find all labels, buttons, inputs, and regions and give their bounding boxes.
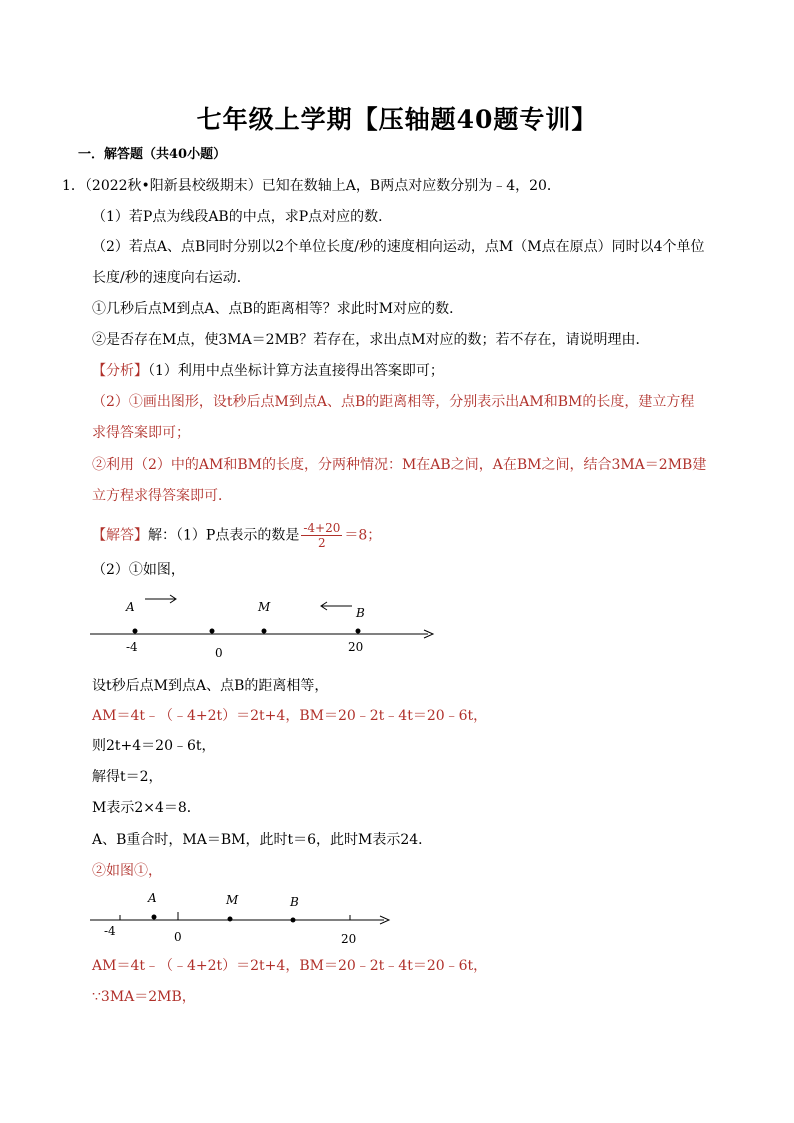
number-line-figure-1 [0, 590, 794, 670]
tick-label-0: 0 [174, 930, 182, 944]
fraction-result: ＝8； [344, 527, 382, 544]
point-origin [210, 629, 215, 634]
analysis-line-2b: 求得答案即可； [92, 425, 190, 441]
question-part-2-line-1: （2）若点A、点B同时分别以2个单位长度/秒的速度相向运动，点M（M点在原点）同时以4个单位 [92, 239, 705, 255]
point-B [356, 629, 361, 634]
tick-label-20: 20 [341, 932, 357, 946]
analysis-text-1: （1）利用中点坐标计算方法直接得出答案即可； [148, 363, 444, 379]
tick-label-0: 0 [215, 646, 223, 660]
tick-label-neg4: -4 [126, 640, 138, 654]
analysis-label: 【分析】 [92, 363, 148, 379]
figure-1-intro: （2）①如图， [92, 562, 185, 578]
analysis-line-2a: （2）①画出图形，设t秒后点M到点A、点B的距离相等，分别表示出AM和BM的长度，建立方程 [92, 394, 695, 410]
solution-text-1: 解：（1）P点表示的数是 [148, 527, 300, 544]
question-part-1: （1）若P点为线段AB的中点，求P点对应的数． [92, 209, 393, 225]
section-heading: 一．解答题（共40小题） [78, 147, 227, 162]
fraction-numerator: -4+20 [303, 521, 341, 535]
question-sub-2: ②是否存在M点，使3MA＝2MB？若存在，求出点M对应的数；若不存在，请说明理由． [92, 332, 650, 348]
point-M [228, 917, 233, 922]
number-line-figure-2 [0, 888, 794, 948]
analysis-line-3a: ②利用（2）中的AM和BM的长度，分两种情况：M在AB之间，A在BM之间，结合3MA＝2MB建 [92, 457, 707, 473]
solution-label: 【解答】 [92, 527, 148, 544]
question-sub-1: ①几秒后点M到点A、点B的距离相等？求此时M对应的数． [92, 301, 464, 317]
solution-step-2: AM＝4t﹣（﹣4+2t）＝2t+4，BM＝20﹣2t﹣4t＝20﹣6t， [92, 708, 488, 724]
fraction-denominator: 2 [318, 536, 326, 550]
document-title: 七年级上学期【压轴题40题专训】 [196, 105, 598, 134]
label-M: M [226, 893, 239, 907]
question-stem: 1．（2022秋•阳新县校级期末）已知在数轴上A，B两点对应数分别为﹣4，20． [62, 178, 561, 194]
label-B: B [356, 606, 365, 620]
analysis-line-1 [92, 362, 444, 380]
point-A [133, 629, 138, 634]
point-A [152, 915, 157, 920]
solution-step-7: AM＝4t﹣（﹣4+2t）＝2t+4，BM＝20﹣2t﹣4t＝20﹣6t， [92, 958, 488, 974]
fraction [301, 521, 342, 550]
tick-label-20: 20 [348, 640, 364, 654]
solution-step-4: 解得t＝2， [92, 769, 163, 785]
solution-step-8: ∵3MA＝2MB， [92, 989, 196, 1005]
label-B: B [290, 895, 299, 909]
solution-line-1 [92, 521, 381, 550]
label-A: A [126, 600, 135, 614]
analysis-line-3b: 立方程求得答案即可． [92, 488, 232, 504]
label-A: A [148, 891, 157, 905]
solution-step-5: M表示2×4＝8． [92, 800, 201, 816]
label-M: M [258, 600, 271, 614]
figure-2-intro: ②如图①， [92, 863, 162, 879]
point-B [291, 918, 296, 923]
question-part-2-line-2: 长度/秒的速度向右运动． [92, 270, 251, 286]
tick-label-neg4: -4 [104, 924, 116, 938]
solution-step-3: 则2t+4＝20﹣6t， [92, 738, 216, 754]
solution-step-6: A、B重合时，MA＝BM，此时t＝6，此时M表示24． [92, 832, 433, 848]
solution-step-1: 设t秒后点M到点A、点B的距离相等， [92, 678, 329, 694]
point-M [262, 629, 267, 634]
